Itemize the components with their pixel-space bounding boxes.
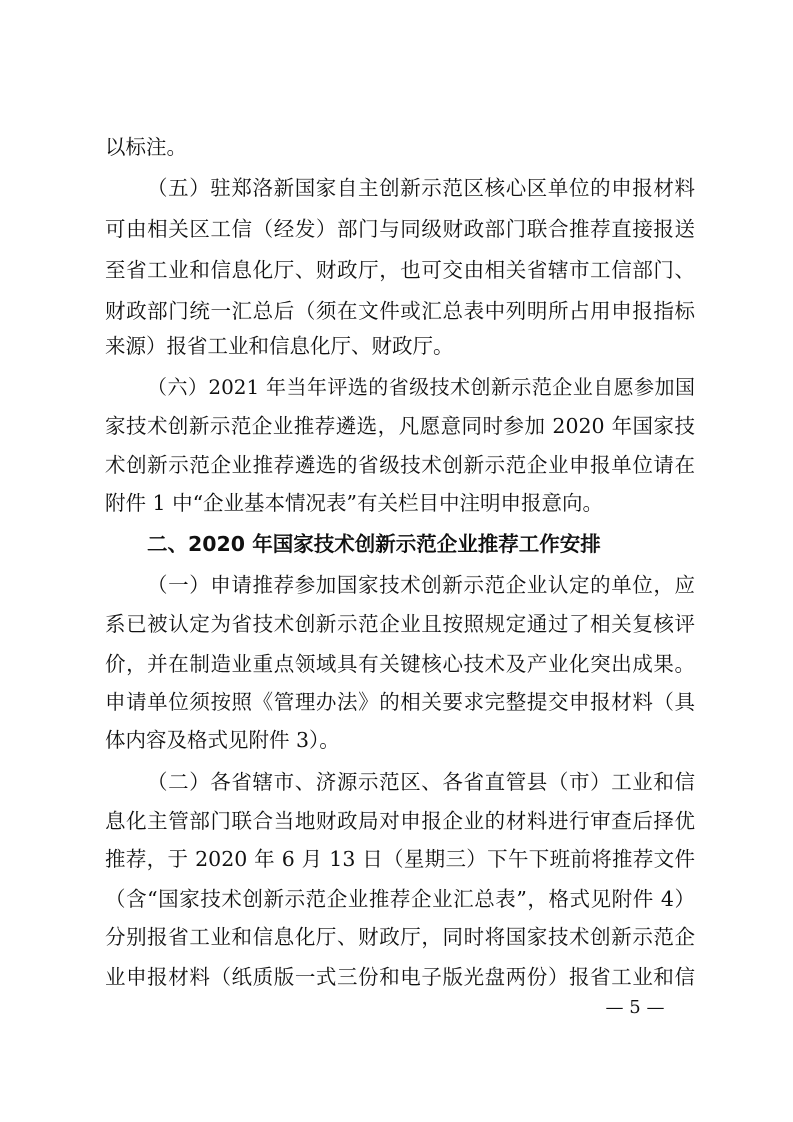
text-line: （含“国家技术创新示范企业推荐企业汇总表”，格式见附件 4） [105, 887, 695, 911]
text-line: 附件 1 中“企业基本情况表”有关栏目中注明申报意向。 [105, 491, 604, 515]
page-number: — 5 — [605, 997, 665, 1018]
text-line: 术创新示范企业推荐遴选的省级技术创新示范企业申报单位请在 [105, 453, 695, 477]
text-line: 体内容及格式见附件 3）。 [105, 728, 340, 752]
text-line: 来源）报省工业和信息化厅、财政厅。 [105, 334, 454, 358]
text-line: 财政部门统一汇总后（须在文件或汇总表中列明所占用申报指标 [105, 299, 695, 323]
text-line: 至省工业和信息化厅、财政厅，也可交由相关省辖市工信部门、 [105, 258, 695, 282]
section-heading: 二、2020 年国家技术创新示范企业推荐工作安排 [147, 532, 601, 556]
text-line: （五）驻郑洛新国家自主创新示范区核心区单位的申报材料 [147, 176, 695, 200]
text-line: 以标注。 [105, 135, 187, 159]
text-line: （六）2021 年当年评选的省级技术创新示范企业自愿参加国 [147, 375, 695, 399]
text-line: 息化主管部门联合当地财政局对申报企业的材料进行审查后择优 [105, 809, 695, 833]
text-line: 分别报省工业和信息化厅、财政厅，同时将国家技术创新示范企 [105, 925, 695, 949]
text-line: 系已被认定为省技术创新示范企业且按照规定通过了相关复核评 [105, 612, 695, 636]
text-line: （一）申请推荐参加国家技术创新示范企业认定的单位，应 [147, 573, 695, 597]
text-line: 业申报材料（纸质版一式三份和电子版光盘两份）报省工业和信 [105, 965, 695, 989]
text-line: 申请单位须按照《管理办法》的相关要求完整提交申报材料（具 [105, 690, 695, 714]
text-line: 价，并在制造业重点领域具有关键核心技术及产业化突出成果。 [105, 652, 695, 676]
text-line: （二）各省辖市、济源示范区、各省直管县（市）工业和信 [147, 770, 695, 794]
text-line: 可由相关区工信（经发）部门与同级财政部门联合推荐直接报送 [105, 217, 695, 241]
text-line: 家技术创新示范企业推荐遴选，凡愿意同时参加 2020 年国家技 [105, 414, 695, 438]
text-line: 推荐，于 2020 年 6 月 13 日（星期三）下午下班前将推荐文件 [105, 847, 695, 871]
